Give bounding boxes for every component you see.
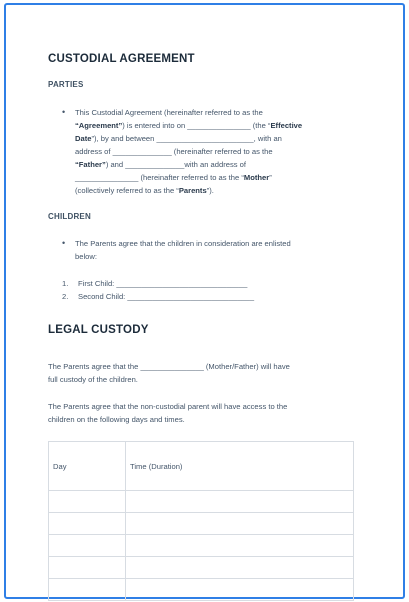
schedule-table <box>48 441 354 601</box>
table-row <box>49 513 354 535</box>
table-row <box>49 535 354 557</box>
bullet-dot: • <box>62 107 66 117</box>
legal-custody-heading: LEGAL CUSTODY <box>48 324 149 336</box>
table-header-row <box>49 442 354 491</box>
column-header-time: Time (Duration) <box>126 442 354 491</box>
list-item: 1. First Child: _______________________________ <box>62 279 248 288</box>
parties-bullet: • This Custodial Agreement (hereinafter referred to as the “Agreement”) is entered into on _______________ (the “Effective Date”), by and between _______________________, with an address of ______________ (hereinafter referred to as the “Father”) and ______________with an address of _______________ (hereinafter referred to as the “Mother” (collectively referred to as the “Parents”). <box>62 107 303 195</box>
children-list <box>62 277 254 303</box>
custody-paragraph: The Parents agree that the _______________ (Mother/Father) will have full custody of the children. <box>48 362 290 384</box>
list-item: 2. Second Child: ______________________________ <box>62 292 255 301</box>
table-row <box>49 579 354 601</box>
column-header-day: Day <box>49 442 126 491</box>
children-heading: CHILDREN <box>48 212 91 221</box>
document-title: CUSTODIAL AGREEMENT <box>48 53 195 65</box>
table-row <box>49 557 354 579</box>
table-row <box>49 491 354 513</box>
parties-heading: PARTIES <box>48 80 84 89</box>
children-bullet: • The Parents agree that the children in consideration are enlisted below: <box>62 238 291 261</box>
bullet-dot: • <box>62 238 66 248</box>
access-paragraph: The Parents agree that the non-custodial parent will have access to the children on the following days and times. <box>48 402 288 424</box>
